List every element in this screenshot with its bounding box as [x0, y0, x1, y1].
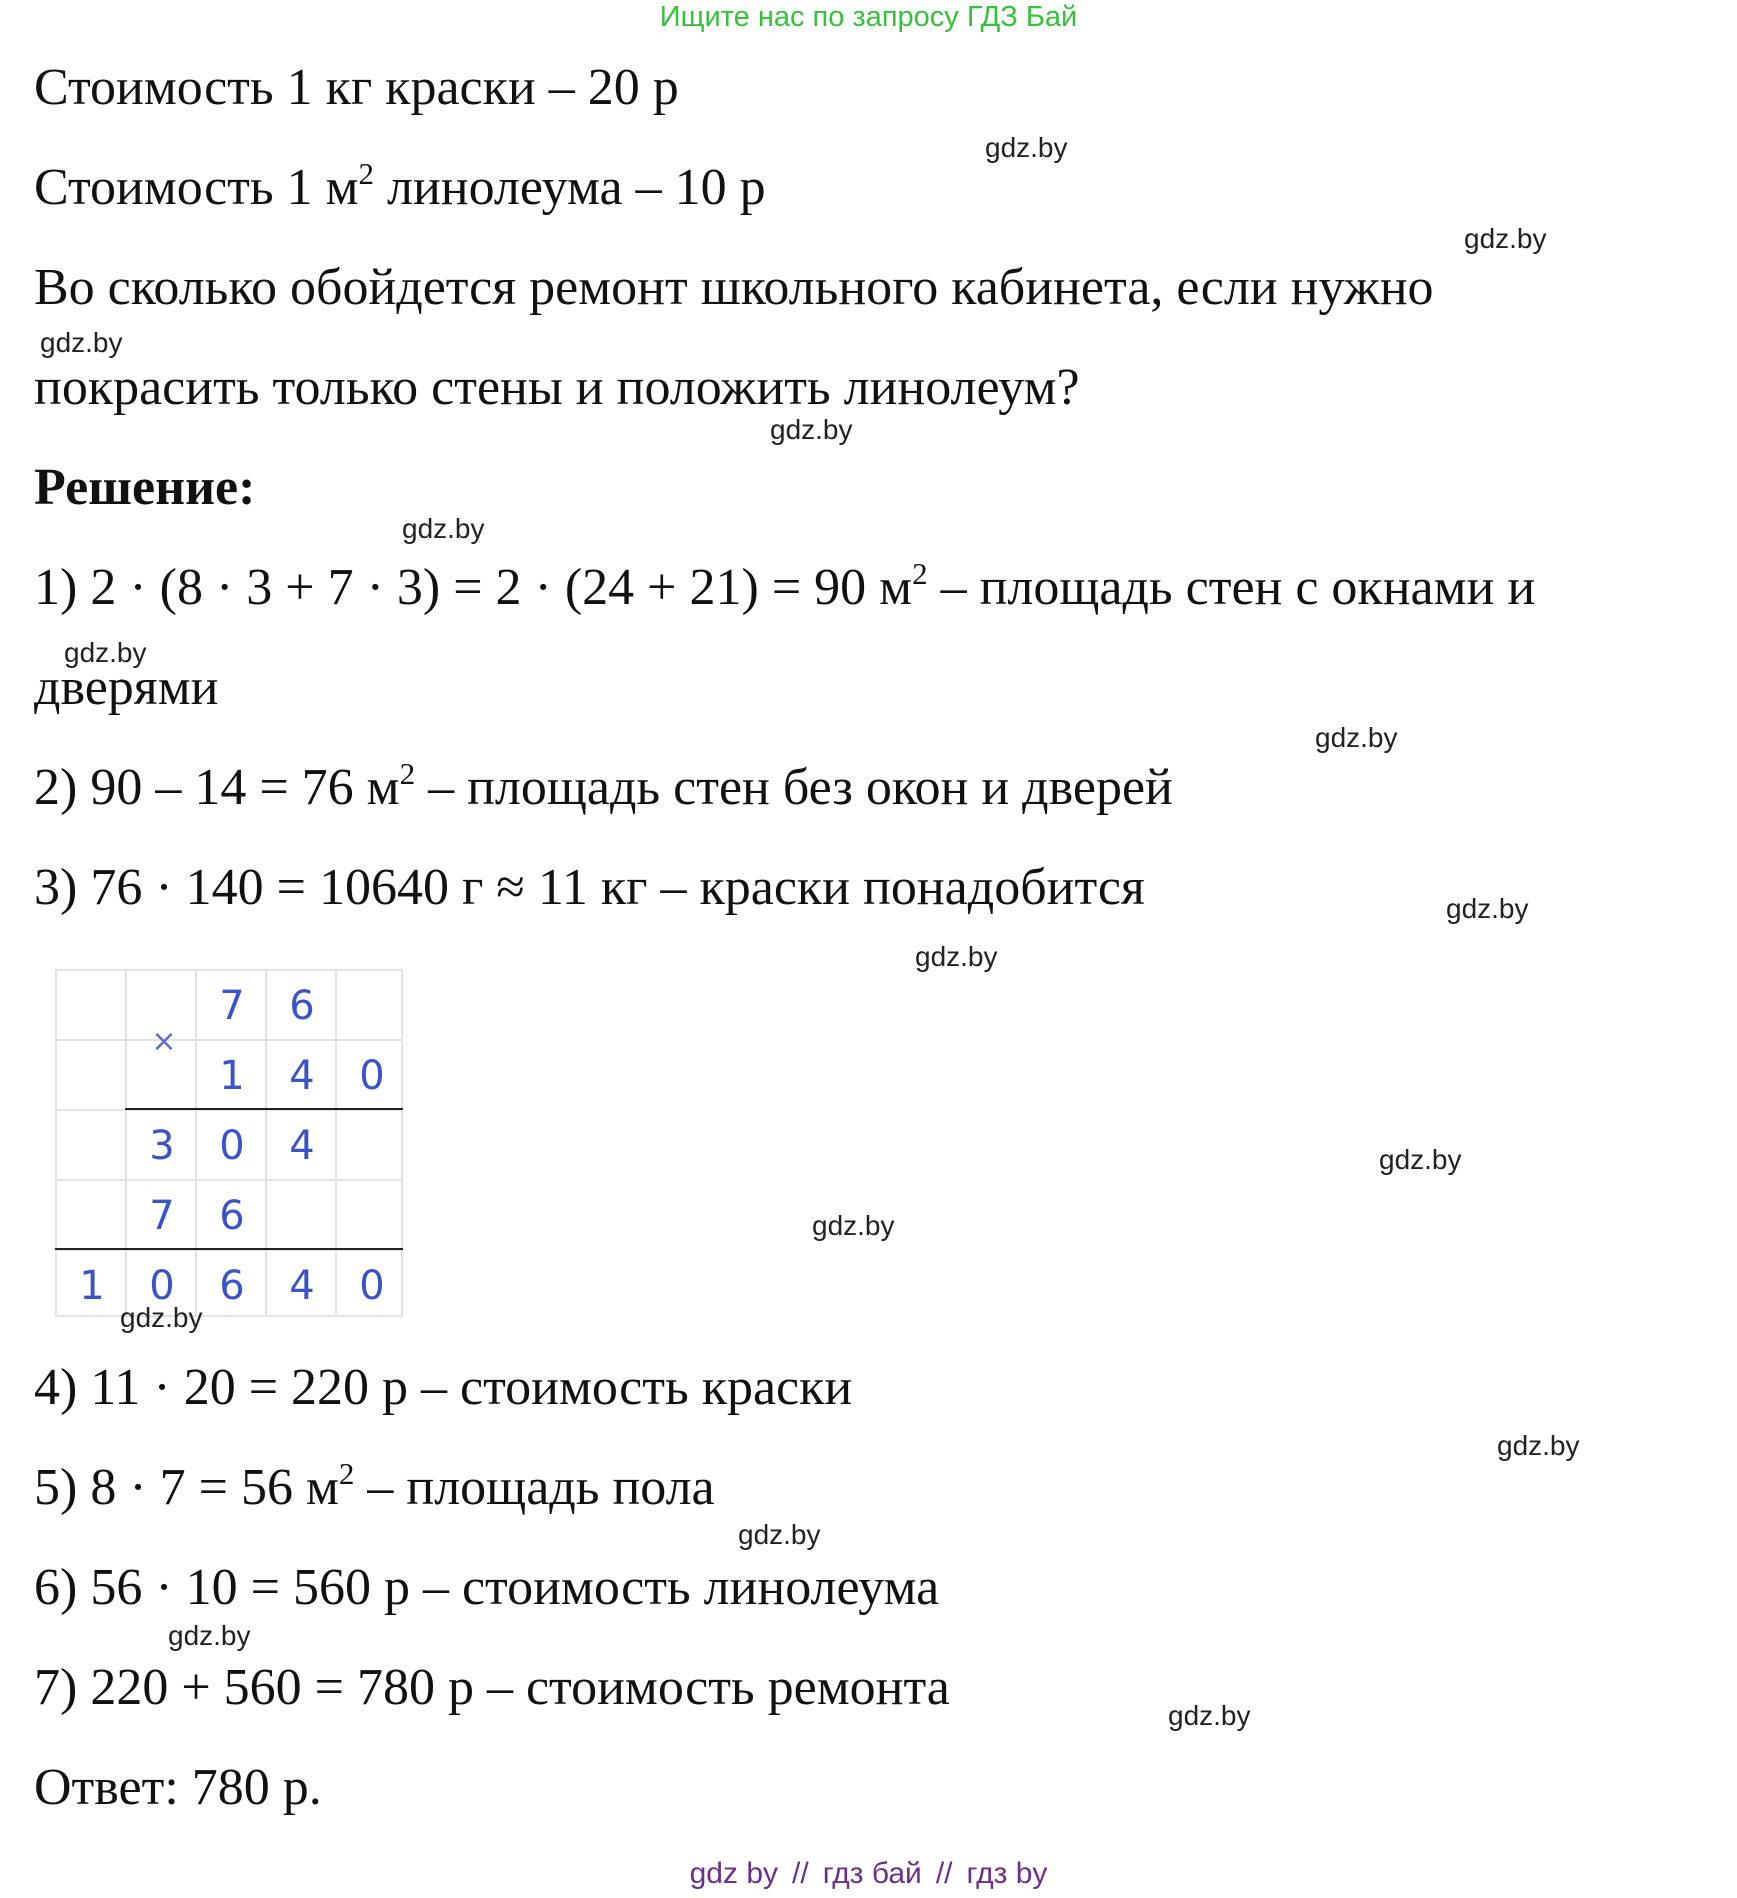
step-2-suffix: – площадь стен без окон и дверей — [415, 759, 1173, 816]
grid-digit: 1 — [79, 1263, 105, 1309]
step-4: 4) 11 · 20 = 220 р – стоимость краски — [34, 1359, 853, 1416]
question-line-2: покрасить только стены и положить линолеум? — [34, 359, 1080, 416]
step-7: 7) 220 + 560 = 780 р – стоимость ремонта — [34, 1659, 950, 1716]
grid-digit: 0 — [149, 1263, 175, 1309]
footer-separator: // — [935, 1857, 953, 1890]
top-banner[interactable]: Ищите нас по запросу ГДЗ Бай — [659, 1, 1078, 33]
watermark: gdz.by — [1464, 223, 1547, 254]
step-2-prefix: 2) 90 – 14 = 76 м — [34, 759, 400, 816]
watermark: gdz.by — [985, 132, 1068, 163]
grid-digit: 0 — [359, 1053, 385, 1099]
grid-digit: 4 — [289, 1263, 315, 1309]
footer-links — [0, 1856, 1737, 1892]
solution-heading: Решение: — [34, 459, 256, 516]
footer-link-gdz-by-cyr[interactable]: гдз by — [966, 1857, 1048, 1890]
grid-digit: 6 — [289, 983, 315, 1029]
watermark: gdz.by — [1168, 1700, 1251, 1731]
watermark: gdz.by — [1446, 893, 1529, 924]
step-1-line-2: дверями — [34, 659, 219, 716]
watermark: gdz.by — [1497, 1430, 1580, 1461]
question-line-1: Во сколько обойдется ремонт школьного кабинета, если нужно — [34, 259, 1434, 316]
grid-digit: 4 — [289, 1053, 315, 1099]
step-5-suffix: – площадь пола — [354, 1459, 715, 1516]
watermark: gdz.by — [40, 327, 123, 358]
footer-link-gdz-bai[interactable]: гдз бай — [822, 1857, 922, 1890]
step-1-prefix: 1) 2 · (8 · 3 + 7 · 3) = 2 · (24 + 21) = 90 м — [34, 559, 913, 616]
step-2-sup: 2 — [399, 755, 416, 791]
grid-digit: 6 — [219, 1193, 245, 1239]
linoleum-cost-line — [34, 155, 766, 218]
watermark: gdz.by — [770, 414, 853, 445]
step-1-suffix: – площадь стен с окнами и — [927, 559, 1536, 616]
watermark: gdz.by — [168, 1620, 251, 1651]
step-5-sup: 2 — [338, 1455, 355, 1491]
grid-digit: 7 — [149, 1193, 175, 1239]
grid-digit: 0 — [359, 1263, 385, 1309]
watermark: gdz.by — [738, 1519, 821, 1550]
linoleum-cost-sup: 2 — [358, 155, 374, 191]
answer-line: Ответ: 780 р. — [34, 1759, 322, 1816]
grid-digit: 0 — [219, 1123, 245, 1169]
grid-digit: 1 — [219, 1053, 245, 1099]
linoleum-cost-suffix: линолеума – 10 р — [374, 159, 766, 216]
step-1 — [34, 555, 1536, 618]
footer-link-gdz-by[interactable]: gdz by — [689, 1857, 779, 1890]
linoleum-cost-prefix: Стоимость 1 м — [34, 159, 359, 216]
step-2 — [34, 755, 1173, 818]
footer-separator: // — [792, 1857, 809, 1890]
step-5 — [34, 1455, 715, 1518]
multiplication-grid — [55, 969, 403, 1317]
grid-digit: 4 — [289, 1123, 315, 1169]
watermark: gdz.by — [1315, 722, 1398, 753]
step-6: 6) 56 · 10 = 560 р – стоимость линолеума — [34, 1559, 940, 1616]
step-3: 3) 76 · 140 = 10640 г ≈ 11 кг – краски понадобится — [34, 859, 1145, 916]
paint-cost-line: Стоимость 1 кг краски – 20 р — [34, 59, 679, 116]
step-1-sup: 2 — [912, 555, 928, 591]
watermark: gdz.by — [915, 941, 998, 972]
step-5-prefix: 5) 8 · 7 = 56 м — [34, 1459, 339, 1516]
grid-digit: 6 — [219, 1263, 245, 1309]
watermark: gdz.by — [812, 1210, 895, 1241]
grid-digit: 3 — [149, 1123, 175, 1169]
watermark: gdz.by — [402, 513, 485, 544]
watermark: gdz.by — [1379, 1144, 1462, 1175]
multiply-sign: × — [151, 1024, 177, 1059]
grid-digit: 7 — [219, 983, 245, 1029]
watermark: gdz.by — [120, 1302, 203, 1333]
watermark: gdz.by — [64, 637, 147, 668]
